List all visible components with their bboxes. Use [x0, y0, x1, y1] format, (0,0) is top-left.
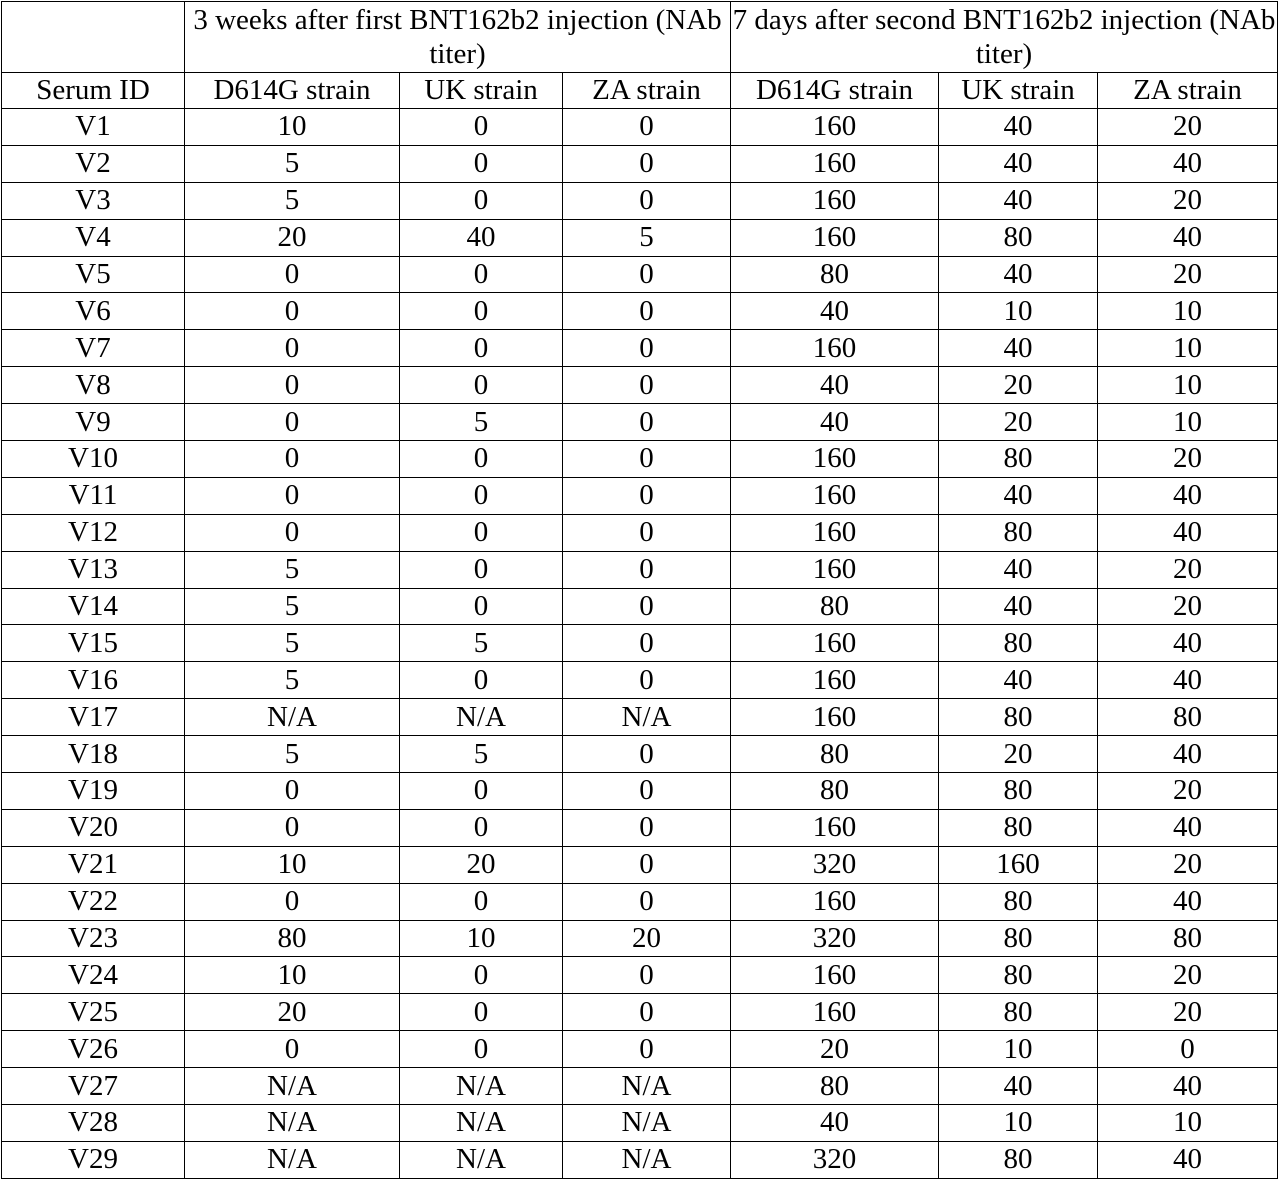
second-za-cell: 10 [1098, 367, 1278, 404]
first-za-cell: 0 [563, 109, 731, 146]
table-row [2, 367, 1278, 404]
table-row [2, 477, 1278, 514]
serum-id-cell: V21 [2, 846, 185, 883]
table-row [2, 920, 1278, 957]
second-uk-cell: 80 [939, 1141, 1098, 1178]
serum-id-cell: V25 [2, 994, 185, 1031]
first-d614g-cell: 0 [185, 293, 400, 330]
first-za-cell: N/A [563, 1068, 731, 1105]
first-uk-cell: 0 [400, 367, 563, 404]
first-uk-cell: 0 [400, 182, 563, 219]
first-za-cell: N/A [563, 1141, 731, 1178]
second-d614g-cell: 80 [731, 773, 939, 810]
first-d614g-cell: 5 [185, 736, 400, 773]
serum-id-cell: V22 [2, 883, 185, 920]
second-d614g-cell: 160 [731, 109, 939, 146]
first-d614g-cell: 5 [185, 662, 400, 699]
table-row [2, 514, 1278, 551]
table-row [2, 1068, 1278, 1105]
first-uk-cell: 0 [400, 1031, 563, 1068]
serum-id-cell: V11 [2, 477, 185, 514]
table-row [2, 736, 1278, 773]
second-uk-cell: 40 [939, 109, 1098, 146]
table-row [2, 809, 1278, 846]
second-uk-cell: 10 [939, 1031, 1098, 1068]
header-second-injection: 7 days after second BNT162b2 injection (NAb titer) [731, 2, 1278, 73]
serum-id-cell: V6 [2, 293, 185, 330]
first-uk-cell: 0 [400, 256, 563, 293]
first-d614g-cell: 20 [185, 994, 400, 1031]
first-uk-cell: 0 [400, 551, 563, 588]
first-d614g-cell: N/A [185, 1105, 400, 1142]
second-uk-cell: 40 [939, 330, 1098, 367]
serum-id-cell: V1 [2, 109, 185, 146]
second-za-cell: 10 [1098, 1105, 1278, 1142]
table-row [2, 256, 1278, 293]
second-d614g-cell: 160 [731, 514, 939, 551]
second-d614g-cell: 80 [731, 1068, 939, 1105]
serum-id-cell: V4 [2, 219, 185, 256]
table-row [2, 182, 1278, 219]
serum-id-cell: V5 [2, 256, 185, 293]
second-za-cell: 40 [1098, 736, 1278, 773]
second-d614g-cell: 160 [731, 551, 939, 588]
serum-id-cell: V24 [2, 957, 185, 994]
serum-id-cell: V10 [2, 441, 185, 478]
first-uk-cell: 10 [400, 920, 563, 957]
first-uk-cell: 0 [400, 773, 563, 810]
second-za-cell: 40 [1098, 219, 1278, 256]
second-d614g-cell: 160 [731, 330, 939, 367]
second-d614g-cell: 160 [731, 883, 939, 920]
second-za-cell: 40 [1098, 809, 1278, 846]
first-d614g-cell: 0 [185, 256, 400, 293]
serum-id-cell: V26 [2, 1031, 185, 1068]
second-za-cell: 20 [1098, 182, 1278, 219]
second-za-cell: 40 [1098, 514, 1278, 551]
table-row [2, 1105, 1278, 1142]
table-row [2, 699, 1278, 736]
first-uk-cell: 0 [400, 809, 563, 846]
second-za-cell: 40 [1098, 883, 1278, 920]
first-d614g-cell: 0 [185, 441, 400, 478]
first-za-cell: 5 [563, 219, 731, 256]
second-za-cell: 0 [1098, 1031, 1278, 1068]
serum-id-cell: V12 [2, 514, 185, 551]
first-za-cell: 0 [563, 367, 731, 404]
first-za-cell: 0 [563, 256, 731, 293]
second-uk-cell: 40 [939, 256, 1098, 293]
second-uk-cell: 40 [939, 182, 1098, 219]
nab-titer-table [1, 1, 1278, 1179]
table-row [2, 330, 1278, 367]
col-header-second-d614g: D614G strain [731, 73, 939, 109]
first-d614g-cell: 80 [185, 920, 400, 957]
first-za-cell: 0 [563, 994, 731, 1031]
second-uk-cell: 20 [939, 736, 1098, 773]
table-row [2, 1141, 1278, 1178]
second-uk-cell: 80 [939, 809, 1098, 846]
table-row [2, 588, 1278, 625]
second-uk-cell: 80 [939, 994, 1098, 1031]
second-d614g-cell: 160 [731, 662, 939, 699]
table-row [2, 145, 1278, 182]
first-za-cell: 0 [563, 551, 731, 588]
first-uk-cell: 0 [400, 477, 563, 514]
second-d614g-cell: 320 [731, 920, 939, 957]
second-za-cell: 40 [1098, 625, 1278, 662]
table-row [2, 662, 1278, 699]
table-row [2, 957, 1278, 994]
first-uk-cell: 0 [400, 441, 563, 478]
serum-id-cell: V28 [2, 1105, 185, 1142]
first-d614g-cell: 5 [185, 588, 400, 625]
table-row [2, 625, 1278, 662]
serum-id-cell: V3 [2, 182, 185, 219]
first-za-cell: 20 [563, 920, 731, 957]
first-d614g-cell: 0 [185, 514, 400, 551]
second-za-cell: 10 [1098, 404, 1278, 441]
second-za-cell: 20 [1098, 773, 1278, 810]
first-d614g-cell: 0 [185, 367, 400, 404]
header-column-row [2, 73, 1278, 109]
first-d614g-cell: 5 [185, 182, 400, 219]
second-d614g-cell: 160 [731, 477, 939, 514]
second-d614g-cell: 80 [731, 588, 939, 625]
first-uk-cell: N/A [400, 1105, 563, 1142]
second-uk-cell: 20 [939, 367, 1098, 404]
second-za-cell: 40 [1098, 662, 1278, 699]
serum-id-cell: V2 [2, 145, 185, 182]
first-uk-cell: 0 [400, 514, 563, 551]
col-header-serum-id: Serum ID [2, 73, 185, 109]
first-d614g-cell: 20 [185, 219, 400, 256]
col-header-second-uk: UK strain [939, 73, 1098, 109]
first-d614g-cell: 0 [185, 404, 400, 441]
table-row [2, 293, 1278, 330]
first-za-cell: N/A [563, 699, 731, 736]
first-uk-cell: 0 [400, 588, 563, 625]
first-uk-cell: 0 [400, 957, 563, 994]
first-za-cell: 0 [563, 477, 731, 514]
serum-id-cell: V18 [2, 736, 185, 773]
second-za-cell: 20 [1098, 109, 1278, 146]
col-header-second-za: ZA strain [1098, 73, 1278, 109]
second-za-cell: 20 [1098, 551, 1278, 588]
serum-id-cell: V19 [2, 773, 185, 810]
col-header-first-uk: UK strain [400, 73, 563, 109]
first-d614g-cell: 0 [185, 330, 400, 367]
first-uk-cell: 0 [400, 662, 563, 699]
first-uk-cell: 0 [400, 145, 563, 182]
table-body [2, 109, 1278, 1179]
header-group-row [2, 2, 1278, 73]
first-za-cell: 0 [563, 514, 731, 551]
second-uk-cell: 40 [939, 551, 1098, 588]
second-za-cell: 20 [1098, 256, 1278, 293]
serum-id-cell: V9 [2, 404, 185, 441]
first-d614g-cell: 5 [185, 625, 400, 662]
first-uk-cell: 5 [400, 625, 563, 662]
second-d614g-cell: 160 [731, 957, 939, 994]
first-za-cell: 0 [563, 809, 731, 846]
second-uk-cell: 40 [939, 145, 1098, 182]
first-d614g-cell: 10 [185, 846, 400, 883]
second-d614g-cell: 160 [731, 994, 939, 1031]
second-za-cell: 40 [1098, 145, 1278, 182]
second-uk-cell: 40 [939, 477, 1098, 514]
first-uk-cell: 0 [400, 293, 563, 330]
second-uk-cell: 20 [939, 404, 1098, 441]
first-za-cell: 0 [563, 182, 731, 219]
first-za-cell: 0 [563, 773, 731, 810]
first-uk-cell: N/A [400, 699, 563, 736]
table-row [2, 551, 1278, 588]
first-uk-cell: 0 [400, 994, 563, 1031]
second-za-cell: 20 [1098, 588, 1278, 625]
second-d614g-cell: 160 [731, 625, 939, 662]
first-uk-cell: 20 [400, 846, 563, 883]
first-uk-cell: 0 [400, 330, 563, 367]
second-uk-cell: 10 [939, 293, 1098, 330]
col-header-first-za: ZA strain [563, 73, 731, 109]
first-za-cell: 0 [563, 293, 731, 330]
first-uk-cell: 0 [400, 883, 563, 920]
second-uk-cell: 80 [939, 514, 1098, 551]
serum-id-cell: V29 [2, 1141, 185, 1178]
first-d614g-cell: 5 [185, 551, 400, 588]
first-za-cell: 0 [563, 145, 731, 182]
first-uk-cell: N/A [400, 1141, 563, 1178]
col-header-first-d614g: D614G strain [185, 73, 400, 109]
second-uk-cell: 80 [939, 957, 1098, 994]
first-d614g-cell: N/A [185, 699, 400, 736]
table-row [2, 994, 1278, 1031]
second-za-cell: 40 [1098, 477, 1278, 514]
second-d614g-cell: 40 [731, 1105, 939, 1142]
first-za-cell: 0 [563, 441, 731, 478]
table-row [2, 404, 1278, 441]
second-d614g-cell: 160 [731, 809, 939, 846]
serum-id-cell: V7 [2, 330, 185, 367]
first-za-cell: 0 [563, 736, 731, 773]
second-d614g-cell: 40 [731, 367, 939, 404]
first-uk-cell: 0 [400, 109, 563, 146]
first-d614g-cell: 5 [185, 145, 400, 182]
first-uk-cell: 40 [400, 219, 563, 256]
second-d614g-cell: 160 [731, 441, 939, 478]
first-d614g-cell: N/A [185, 1068, 400, 1105]
second-za-cell: 40 [1098, 1068, 1278, 1105]
serum-id-cell: V16 [2, 662, 185, 699]
second-za-cell: 20 [1098, 994, 1278, 1031]
serum-id-cell: V13 [2, 551, 185, 588]
second-d614g-cell: 40 [731, 404, 939, 441]
second-d614g-cell: 80 [731, 736, 939, 773]
table-row [2, 109, 1278, 146]
first-za-cell: 0 [563, 588, 731, 625]
first-za-cell: 0 [563, 846, 731, 883]
serum-id-cell: V27 [2, 1068, 185, 1105]
second-uk-cell: 80 [939, 883, 1098, 920]
first-d614g-cell: 0 [185, 1031, 400, 1068]
table-row [2, 441, 1278, 478]
second-za-cell: 20 [1098, 441, 1278, 478]
second-za-cell: 10 [1098, 293, 1278, 330]
second-d614g-cell: 20 [731, 1031, 939, 1068]
second-uk-cell: 80 [939, 441, 1098, 478]
second-d614g-cell: 160 [731, 219, 939, 256]
first-d614g-cell: 0 [185, 773, 400, 810]
second-uk-cell: 80 [939, 773, 1098, 810]
first-d614g-cell: N/A [185, 1141, 400, 1178]
first-d614g-cell: 0 [185, 809, 400, 846]
second-d614g-cell: 40 [731, 293, 939, 330]
first-za-cell: 0 [563, 330, 731, 367]
second-uk-cell: 80 [939, 625, 1098, 662]
second-uk-cell: 40 [939, 662, 1098, 699]
first-za-cell: 0 [563, 625, 731, 662]
second-uk-cell: 80 [939, 219, 1098, 256]
second-d614g-cell: 320 [731, 1141, 939, 1178]
second-uk-cell: 40 [939, 588, 1098, 625]
first-uk-cell: N/A [400, 1068, 563, 1105]
serum-id-cell: V17 [2, 699, 185, 736]
first-uk-cell: 5 [400, 736, 563, 773]
second-d614g-cell: 160 [731, 182, 939, 219]
second-za-cell: 80 [1098, 920, 1278, 957]
second-uk-cell: 10 [939, 1105, 1098, 1142]
second-uk-cell: 160 [939, 846, 1098, 883]
first-za-cell: 0 [563, 957, 731, 994]
serum-id-cell: V14 [2, 588, 185, 625]
first-d614g-cell: 10 [185, 109, 400, 146]
first-za-cell: 0 [563, 404, 731, 441]
first-za-cell: 0 [563, 1031, 731, 1068]
first-d614g-cell: 0 [185, 477, 400, 514]
table-container [1, 1, 1278, 1179]
serum-id-cell: V8 [2, 367, 185, 404]
second-za-cell: 20 [1098, 846, 1278, 883]
first-uk-cell: 5 [400, 404, 563, 441]
second-za-cell: 20 [1098, 957, 1278, 994]
serum-id-cell: V23 [2, 920, 185, 957]
second-uk-cell: 80 [939, 699, 1098, 736]
second-za-cell: 10 [1098, 330, 1278, 367]
second-uk-cell: 40 [939, 1068, 1098, 1105]
table-row [2, 1031, 1278, 1068]
table-row [2, 883, 1278, 920]
first-za-cell: N/A [563, 1105, 731, 1142]
first-za-cell: 0 [563, 662, 731, 699]
first-za-cell: 0 [563, 883, 731, 920]
header-first-injection: 3 weeks after first BNT162b2 injection (NAb titer) [185, 2, 731, 73]
table-row [2, 773, 1278, 810]
second-d614g-cell: 160 [731, 699, 939, 736]
header-empty-cell [2, 2, 185, 73]
first-d614g-cell: 0 [185, 883, 400, 920]
second-d614g-cell: 320 [731, 846, 939, 883]
table-row [2, 219, 1278, 256]
second-d614g-cell: 160 [731, 145, 939, 182]
first-d614g-cell: 10 [185, 957, 400, 994]
second-za-cell: 40 [1098, 1141, 1278, 1178]
second-za-cell: 80 [1098, 699, 1278, 736]
serum-id-cell: V20 [2, 809, 185, 846]
second-d614g-cell: 80 [731, 256, 939, 293]
second-uk-cell: 80 [939, 920, 1098, 957]
table-row [2, 846, 1278, 883]
serum-id-cell: V15 [2, 625, 185, 662]
